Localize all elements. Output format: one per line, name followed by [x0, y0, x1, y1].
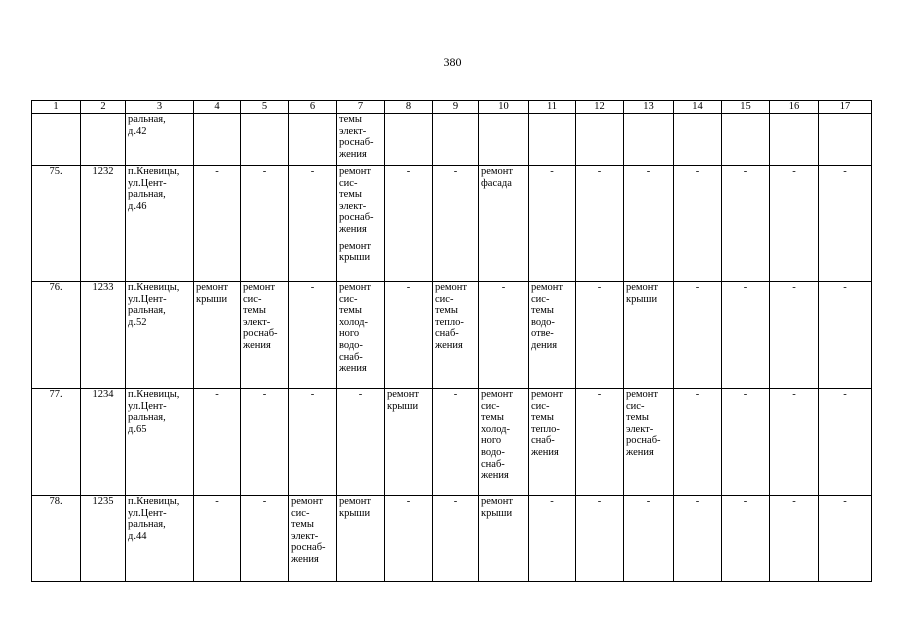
column-header-2: 2: [81, 101, 126, 114]
dash-mark: -: [215, 496, 219, 507]
cell-text: п.Кневицы, ул.Цент- ральная, д.65: [128, 389, 180, 435]
table-cell-col-10: [479, 389, 529, 496]
table-cell-col-10: [479, 114, 529, 166]
table-cell-col-12: [576, 389, 624, 496]
table-row: [32, 166, 872, 282]
dash-mark: -: [743, 166, 748, 177]
dash-mark: -: [453, 166, 458, 177]
column-header-8: 8: [385, 101, 433, 114]
dash-mark: -: [646, 496, 651, 507]
table-cell-col-17: [819, 114, 872, 166]
cell-text: п.Кневицы, ул.Цент- ральная, д.52: [128, 282, 180, 328]
cell-text: ремонт сис- темы холод- ного водо- снаб- жения: [339, 282, 372, 375]
cell-text: 76.: [49, 282, 63, 293]
table-cell-col-17: [819, 496, 872, 582]
dash-mark: -: [597, 282, 602, 293]
table-cell-col-6: [289, 114, 337, 166]
table-cell-col-13: [624, 166, 674, 282]
column-header-7: 7: [337, 101, 385, 114]
table-cell-col-14: [674, 496, 722, 582]
cell-text: п.Кневицы, ул.Цент- ральная, д.46: [128, 166, 180, 212]
dash-mark: -: [215, 389, 219, 400]
table-cell-col-8: [385, 166, 433, 282]
table-cell-col-8: [385, 389, 433, 496]
table-cell-col-1: [32, 282, 81, 389]
column-header-9: 9: [433, 101, 479, 114]
dash-mark: -: [310, 389, 315, 400]
table-cell-col-3: [126, 282, 194, 389]
column-header-17: 17: [819, 101, 872, 114]
dash-mark: -: [358, 389, 363, 400]
table-cell-col-1: [32, 166, 81, 282]
dash-mark: -: [792, 496, 796, 507]
column-header-11: 11: [529, 101, 576, 114]
table-cell-col-12: [576, 496, 624, 582]
cell-text: 77.: [49, 389, 63, 400]
table-cell-col-1: [32, 389, 81, 496]
table-cell-col-11: [529, 496, 576, 582]
header-row: [32, 101, 872, 114]
table-cell-col-17: [819, 389, 872, 496]
table-cell-col-17: [819, 282, 872, 389]
dash-mark: -: [262, 389, 267, 400]
column-header-14: 14: [674, 101, 722, 114]
dash-mark: -: [743, 282, 748, 293]
column-header-4: 4: [194, 101, 241, 114]
table-cell-col-2: [81, 166, 126, 282]
dash-mark: -: [406, 166, 411, 177]
cell-text: 1235: [92, 496, 114, 507]
cell-text: ремонт сис- темы холод- ного водо- снаб- жения: [481, 389, 514, 482]
table-cell-col-4: [194, 496, 241, 582]
table-cell-col-8: [385, 282, 433, 389]
dash-mark: -: [453, 389, 458, 400]
table-cell-col-3: [126, 496, 194, 582]
table-cell-col-13: [624, 282, 674, 389]
dash-mark: -: [262, 166, 267, 177]
dash-mark: -: [597, 496, 602, 507]
table-cell-col-4: [194, 389, 241, 496]
table-cell-col-12: [576, 114, 624, 166]
table-cell-col-10: [479, 166, 529, 282]
table-cell-col-15: [722, 282, 770, 389]
table-cell-col-2: [81, 114, 126, 166]
table-cell-col-15: [722, 496, 770, 582]
table-cell-col-15: [722, 389, 770, 496]
table-cell-col-13: [624, 114, 674, 166]
table-cell-col-9: [433, 496, 479, 582]
table-cell-col-7: [337, 389, 385, 496]
table-cell-col-2: [81, 389, 126, 496]
cell-text: ремонт сис- темы элект- роснаб- жения: [339, 166, 374, 235]
dash-mark: -: [453, 496, 458, 507]
table-cell-col-2: [81, 282, 126, 389]
dash-mark: -: [597, 166, 602, 177]
table-cell-col-13: [624, 496, 674, 582]
table-cell-col-16: [770, 282, 819, 389]
cell-text: ремонт крыши: [626, 282, 659, 305]
table-cell-col-7: [337, 496, 385, 582]
table-cell-col-9: [433, 389, 479, 496]
table-cell-col-3: [126, 389, 194, 496]
table-cell-col-4: [194, 166, 241, 282]
table-cell-col-7: [337, 114, 385, 166]
cell-text: ремонт сис- темы элект- роснаб- жения: [626, 389, 661, 458]
cell-text: ремонт сис- темы элект- роснаб- жения: [291, 496, 326, 565]
column-header-10: 10: [479, 101, 529, 114]
column-header-13: 13: [624, 101, 674, 114]
table-row: [32, 282, 872, 389]
table-cell-col-11: [529, 282, 576, 389]
table-cell-col-5: [241, 496, 289, 582]
cell-text: 75.: [49, 166, 63, 177]
table-cell-col-15: [722, 166, 770, 282]
dash-mark: -: [406, 282, 411, 293]
dash-mark: -: [695, 166, 700, 177]
column-header-1: 1: [32, 101, 81, 114]
dash-mark: -: [695, 389, 700, 400]
dash-mark: -: [550, 496, 554, 507]
dash-mark: -: [310, 282, 315, 293]
column-header-15: 15: [722, 101, 770, 114]
cell-text: ремонт крыши: [196, 282, 229, 305]
dash-mark: -: [501, 282, 506, 293]
cell-text: ремонт сис- темы водо- отве- дения: [531, 282, 564, 351]
table-cell-col-6: [289, 496, 337, 582]
dash-mark: -: [695, 496, 700, 507]
table-cell-col-16: [770, 496, 819, 582]
table-cell-col-7: [337, 166, 385, 282]
table-cell-col-8: [385, 114, 433, 166]
dash-mark: -: [792, 282, 796, 293]
dash-mark: -: [843, 166, 847, 177]
cell-text: ремонт крыши: [339, 496, 372, 519]
dash-mark: -: [743, 389, 748, 400]
table-cell-col-4: [194, 114, 241, 166]
table-cell-col-16: [770, 114, 819, 166]
table-cell-col-10: [479, 496, 529, 582]
table-cell-col-11: [529, 166, 576, 282]
table-cell-col-3: [126, 114, 194, 166]
cell-text: 1233: [92, 282, 114, 293]
table-cell-col-14: [674, 166, 722, 282]
dash-mark: -: [843, 496, 847, 507]
cell-text: ремонт крыши: [481, 496, 514, 519]
dash-mark: -: [215, 166, 219, 177]
cell-text: ральная, д.42: [128, 114, 166, 137]
table-cell-col-6: [289, 166, 337, 282]
dash-mark: -: [646, 166, 651, 177]
dash-mark: -: [597, 389, 602, 400]
repair-table: [31, 100, 872, 582]
dash-mark: -: [792, 389, 796, 400]
table-cell-col-2: [81, 496, 126, 582]
table-row: [32, 114, 872, 166]
cell-text: ремонт крыши: [387, 389, 420, 412]
dash-mark: -: [406, 496, 411, 507]
table-cell-col-5: [241, 282, 289, 389]
table-cell-col-11: [529, 114, 576, 166]
cell-text: 1234: [92, 389, 114, 400]
dash-mark: -: [695, 282, 700, 293]
cell-text: ремонт крыши: [339, 240, 372, 264]
table-cell-col-8: [385, 496, 433, 582]
column-header-5: 5: [241, 101, 289, 114]
table-cell-col-12: [576, 166, 624, 282]
table-cell-col-12: [576, 282, 624, 389]
cell-text: п.Кневицы, ул.Цент- ральная, д.44: [128, 496, 180, 542]
dash-mark: -: [843, 282, 847, 293]
page-number: 380: [443, 55, 462, 69]
table-cell-col-10: [479, 282, 529, 389]
table-cell-col-16: [770, 166, 819, 282]
table-cell-col-9: [433, 114, 479, 166]
table-cell-col-14: [674, 389, 722, 496]
table-cell-col-3: [126, 166, 194, 282]
cell-text: ремонт сис- темы тепло- снаб- жения: [531, 389, 564, 458]
cell-text: 1232: [92, 166, 114, 177]
table-cell-col-14: [674, 114, 722, 166]
table-row: [32, 496, 872, 582]
table-cell-col-5: [241, 166, 289, 282]
table-cell-col-5: [241, 114, 289, 166]
cell-text: ремонт сис- темы элект- роснаб- жения: [243, 282, 278, 351]
dash-mark: -: [843, 389, 847, 400]
column-header-16: 16: [770, 101, 819, 114]
table-cell-col-14: [674, 282, 722, 389]
table-cell-col-7: [337, 282, 385, 389]
column-header-12: 12: [576, 101, 624, 114]
dash-mark: -: [792, 166, 796, 177]
cell-text: 78.: [49, 496, 63, 507]
table-cell-col-15: [722, 114, 770, 166]
dash-mark: -: [743, 496, 748, 507]
table-cell-col-13: [624, 389, 674, 496]
column-header-3: 3: [126, 101, 194, 114]
dash-mark: -: [262, 496, 267, 507]
dash-mark: -: [310, 166, 315, 177]
dash-mark: -: [550, 166, 554, 177]
table-cell-col-1: [32, 496, 81, 582]
cell-text: ремонт фасада: [481, 166, 514, 189]
table-cell-col-11: [529, 389, 576, 496]
table-cell-col-17: [819, 166, 872, 282]
table-cell-col-4: [194, 282, 241, 389]
table-cell-col-9: [433, 166, 479, 282]
table-cell-col-6: [289, 282, 337, 389]
cell-text: темы элект- роснаб- жения: [339, 114, 374, 160]
table-cell-col-5: [241, 389, 289, 496]
table-cell-col-16: [770, 389, 819, 496]
table-cell-col-1: [32, 114, 81, 166]
table-cell-col-9: [433, 282, 479, 389]
column-header-6: 6: [289, 101, 337, 114]
table-cell-col-6: [289, 389, 337, 496]
cell-text: ремонт сис- темы тепло- снаб- жения: [435, 282, 468, 351]
table-row: [32, 389, 872, 496]
